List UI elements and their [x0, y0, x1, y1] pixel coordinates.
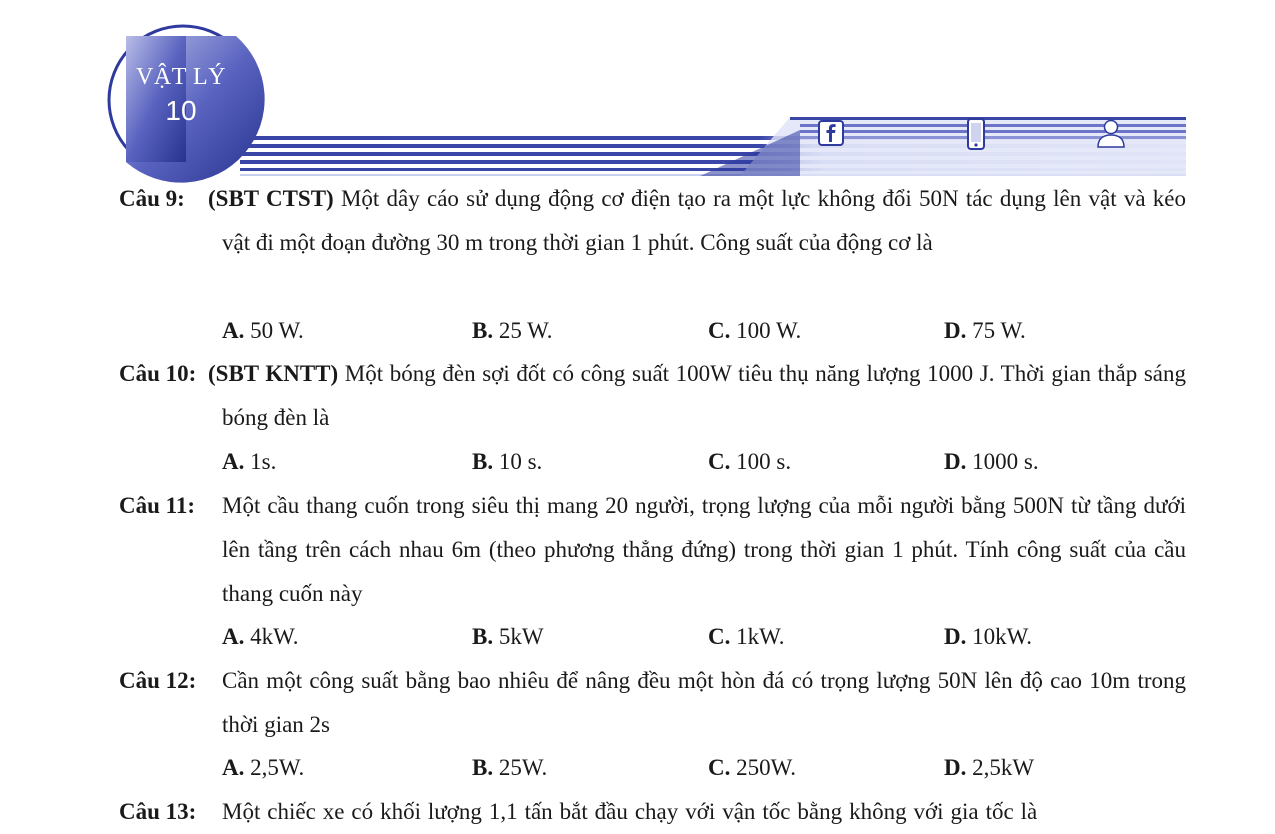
option-a[interactable]: A. 1s. — [222, 449, 277, 474]
header-banner-graphic — [0, 0, 1275, 185]
option-b[interactable]: B. 5kW — [472, 624, 544, 649]
facebook-icon — [818, 120, 844, 146]
answer-options — [0, 746, 1275, 790]
page-header — [0, 0, 1275, 185]
option-c[interactable]: C. 1kW. — [708, 624, 785, 649]
option-c[interactable]: C. 100 W. — [708, 318, 802, 343]
option-d[interactable]: D. 1000 s. — [944, 449, 1039, 474]
question-number: Câu 9: — [119, 186, 185, 211]
header-stripes — [240, 117, 1186, 176]
option-b[interactable]: B. 25 W. — [472, 318, 553, 343]
option-d[interactable]: D. 75 W. — [944, 318, 1026, 343]
grade-label: 10 — [165, 95, 197, 126]
question-text: Một cầu thang cuốn trong siêu thị mang 20 người, trọng lượng của mỗi người bằng 500N từ tầng dưới lên tầng trên cách nhau 6m (theo phương thẳng đứng) trong thời gian 1 phút. Tính công suất của cầu thang cuốn này — [222, 493, 1186, 606]
question-number: Câu 10: — [119, 361, 197, 386]
question-text — [208, 177, 1186, 265]
question-number: Câu 13: — [119, 799, 197, 824]
question-body: Một bóng đèn sợi đốt có công suất 100W tiêu thụ năng lượng 1000 J. Thời gian thắp sáng bóng đèn là — [222, 361, 1186, 430]
answer-options — [0, 440, 1275, 484]
option-a[interactable]: A. 2,5W. — [222, 755, 305, 780]
option-a[interactable]: A. 4kW. — [222, 624, 299, 649]
answer-options — [0, 309, 1275, 353]
option-d[interactable]: D. 2,5kW — [944, 755, 1035, 780]
question-source: (SBT KNTT) — [208, 361, 339, 386]
question-number: Câu 11: — [119, 493, 196, 518]
question-number: Câu 12: — [119, 668, 197, 693]
subject-label: VẬT LÝ — [136, 64, 226, 90]
option-c[interactable]: C. 100 s. — [708, 449, 792, 474]
phone-icon — [966, 118, 986, 150]
option-a[interactable]: A. 50 W. — [222, 318, 304, 343]
question-text: Một chiếc xe có khối lượng 1,1 tấn bắt đầu chạy với vận tốc bằng không với gia tốc là — [222, 799, 1038, 824]
option-d[interactable]: D. 10kW. — [944, 624, 1032, 649]
question-body: Một dây cáo sử dụng động cơ điện tạo ra một lực không đổi 50N tác dụng lên vật và kéo vật đi một đoạn đường 30 m trong thời gian 1 phút. Công suất của động cơ là — [222, 186, 1186, 255]
option-b[interactable]: B. 25W. — [472, 755, 548, 780]
question-source: (SBT CTST) — [208, 186, 334, 211]
question-text — [208, 352, 1186, 440]
answer-options — [0, 615, 1275, 659]
option-b[interactable]: B. 10 s. — [472, 449, 543, 474]
option-c[interactable]: C. 250W. — [708, 755, 796, 780]
question-text: Cần một công suất bằng bao nhiêu để nâng đều một hòn đá có trọng lượng 50N lên độ cao 10m trong thời gian 2s — [222, 668, 1186, 737]
user-icon — [1096, 118, 1126, 148]
